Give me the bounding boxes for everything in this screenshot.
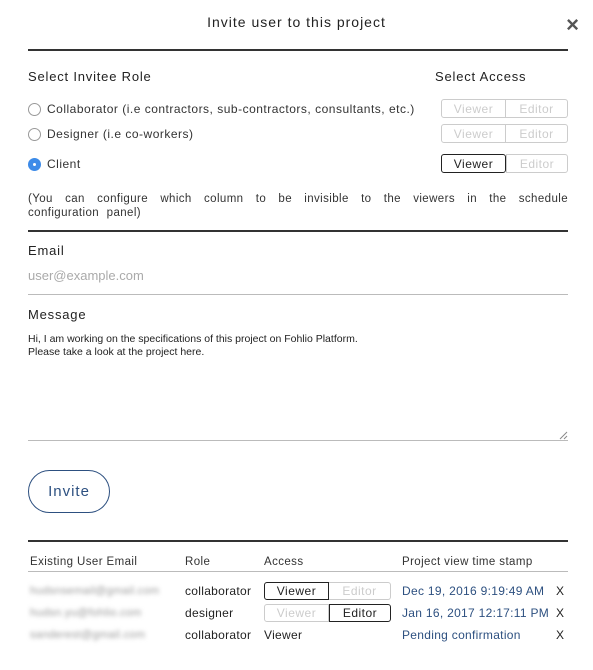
access-label: Select Access <box>435 69 527 84</box>
user-email: hudsn.yu@fohlio.com <box>30 607 142 619</box>
viewer-button[interactable]: Viewer <box>441 124 506 143</box>
message-underline <box>28 440 568 441</box>
user-role: designer <box>185 606 234 620</box>
viewer-button[interactable]: Viewer <box>441 99 506 118</box>
col-header-email: Existing User Email <box>30 556 138 568</box>
table-header-rule <box>28 571 568 572</box>
remove-user-button[interactable]: X <box>556 628 565 642</box>
header-divider <box>28 49 568 51</box>
radio-designer[interactable] <box>28 128 41 141</box>
dialog-title: Invite user to this project <box>207 14 386 30</box>
editor-button[interactable]: Editor <box>506 124 568 143</box>
remove-user-button[interactable]: X <box>556 584 565 598</box>
editor-button[interactable]: Editor <box>329 604 391 622</box>
user-role: collaborator <box>185 584 252 598</box>
user-role: collaborator <box>185 628 252 642</box>
role-label-collaborator: Collaborator (i.e contractors, sub-contractors, consultants, etc.) <box>47 102 415 116</box>
radio-collaborator[interactable] <box>28 103 41 116</box>
role-label-designer: Designer (i.e co-workers) <box>47 127 194 141</box>
message-line: Hi, I am working on the specifications of this project on Fohlio Platform. <box>28 333 358 345</box>
close-icon[interactable]: × <box>566 12 579 37</box>
user-access-toggle <box>264 604 391 622</box>
message-label: Message <box>28 307 87 322</box>
access-toggle-client <box>441 154 568 173</box>
remove-user-button[interactable]: X <box>556 606 565 620</box>
user-access-text: Viewer <box>264 628 303 642</box>
table-divider <box>28 540 568 542</box>
user-timestamp: Jan 16, 2017 12:17:11 PM <box>402 606 550 620</box>
role-option-collaborator[interactable] <box>28 98 568 120</box>
radio-client[interactable] <box>28 158 41 171</box>
role-option-client[interactable] <box>28 153 568 175</box>
email-underline <box>28 294 568 295</box>
role-option-designer[interactable] <box>28 123 568 145</box>
col-header-role: Role <box>185 556 211 568</box>
resize-handle-icon[interactable] <box>559 431 568 440</box>
role-label-client: Client <box>47 157 81 171</box>
col-header-access: Access <box>264 556 304 568</box>
section-divider <box>28 230 568 232</box>
user-email: sanderest@gmail.com <box>30 629 146 641</box>
access-toggle-collaborator <box>441 99 568 118</box>
email-field[interactable]: user@example.com <box>28 268 144 283</box>
viewer-button[interactable]: Viewer <box>264 604 329 622</box>
editor-button[interactable]: Editor <box>506 99 568 118</box>
user-access-toggle <box>264 582 391 600</box>
role-note: (You can configure which column to be invisible to the viewers in the schedule configuration panel) <box>28 193 568 219</box>
editor-button[interactable]: Editor <box>506 154 568 173</box>
editor-button[interactable]: Editor <box>329 582 391 600</box>
col-header-timestamp: Project view time stamp <box>402 556 533 568</box>
user-email: hudsnsemail@gmail.com <box>30 585 160 597</box>
message-line: Please take a look at the project here. <box>28 346 205 358</box>
user-timestamp: Dec 19, 2016 9:19:49 AM <box>402 584 545 598</box>
user-timestamp: Pending confirmation <box>402 628 521 642</box>
viewer-button[interactable]: Viewer <box>264 582 329 600</box>
invite-button[interactable]: Invite <box>28 470 110 513</box>
email-label: Email <box>28 243 65 258</box>
message-textarea[interactable] <box>28 333 568 359</box>
viewer-button[interactable]: Viewer <box>441 154 506 173</box>
invitee-role-label: Select Invitee Role <box>28 69 152 84</box>
access-toggle-designer <box>441 124 568 143</box>
